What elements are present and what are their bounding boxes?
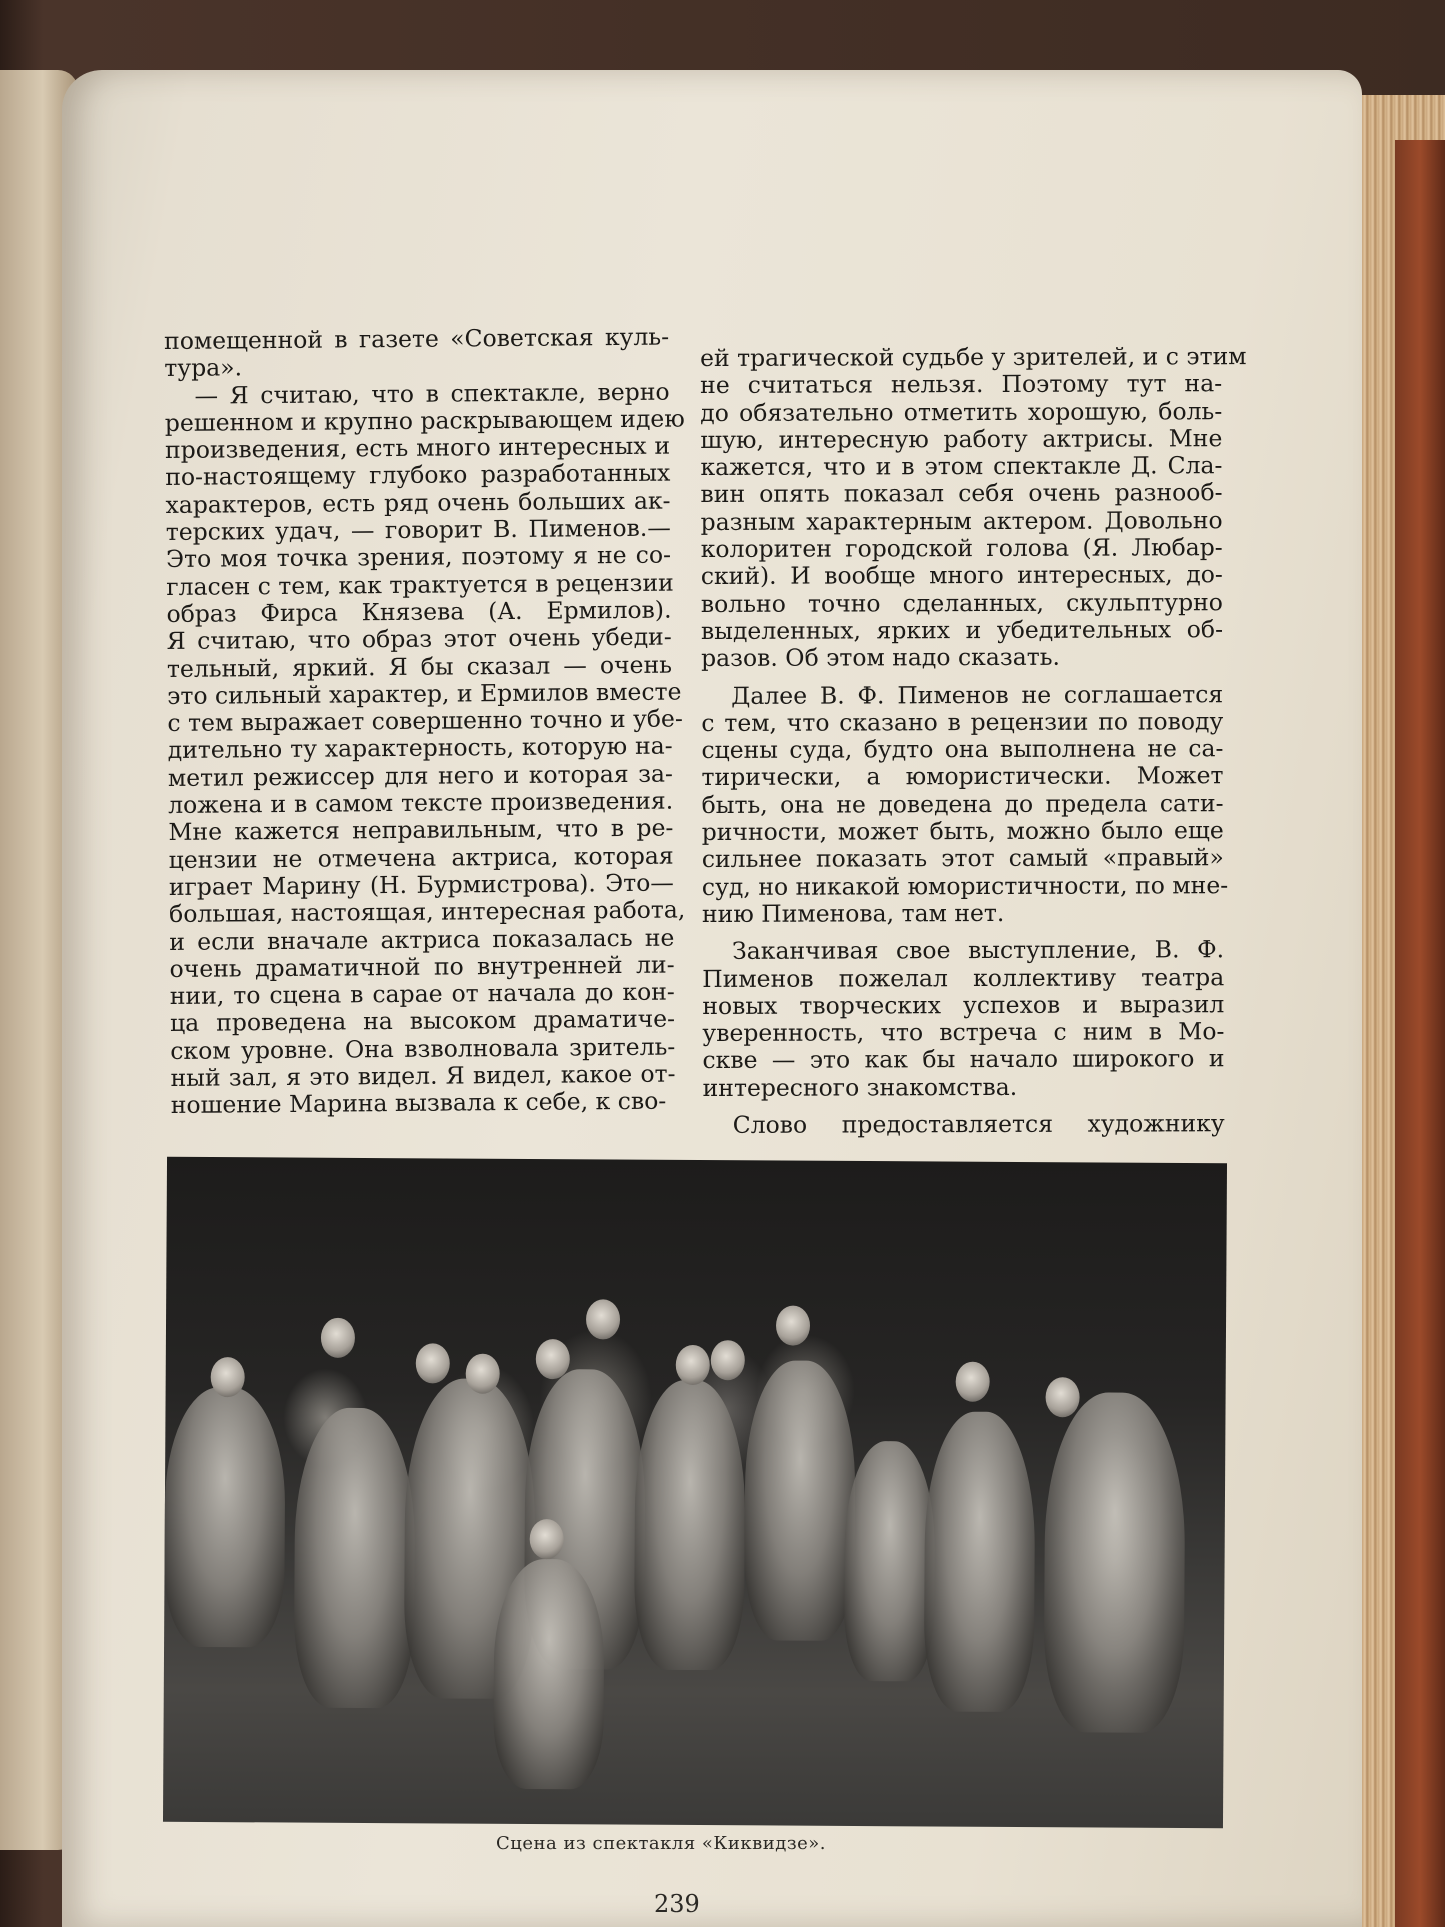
left-text-column bbox=[163, 322, 686, 1120]
text-line: вольно точно сделанных, скульптурно bbox=[700, 587, 1223, 618]
text-line: тельный, яркий. Я бы сказал — очень bbox=[166, 650, 673, 683]
text-line: интересного знакомства. bbox=[702, 1072, 1018, 1102]
text-line: характеров, есть ряд очень больших ак- bbox=[165, 486, 671, 519]
text-line: ца проведена на высоком драматиче- bbox=[169, 1004, 676, 1038]
paragraph bbox=[702, 936, 1225, 1102]
text-line: это сильный характер, и Ермилов вместе bbox=[167, 677, 682, 710]
text-line: большая, настоящая, интересная работа, bbox=[168, 895, 686, 929]
right-text-column bbox=[699, 342, 1247, 1139]
text-line: нию Пименова, там нет. bbox=[701, 898, 1005, 928]
photo-figure bbox=[164, 1387, 286, 1648]
text-line: вин опять показал себя очень разнооб- bbox=[700, 478, 1223, 509]
book-page bbox=[62, 70, 1362, 1927]
photo-figure bbox=[744, 1360, 856, 1641]
text-line: играет Марину (Н. Бурмистрова). Это— bbox=[168, 868, 674, 901]
text-line: терских удач, — говорит В. Пименов.— bbox=[165, 513, 671, 547]
text-line: сильнее показать этот самый «правый» bbox=[701, 843, 1224, 874]
text-line: с тем выражает совершенно точно и убе- bbox=[167, 704, 683, 738]
photo-head bbox=[321, 1318, 355, 1358]
text-line: Пименов пожелал коллективу театра bbox=[702, 962, 1225, 993]
photo-head bbox=[530, 1519, 564, 1559]
text-line: уверенность, что встреча с ним в Мо- bbox=[702, 1017, 1225, 1048]
text-line: — Я считаю, что в спектакле, верно bbox=[194, 377, 670, 410]
text-line: до обязательно отметить хорошую, боль- bbox=[700, 396, 1223, 427]
photo-figure bbox=[924, 1411, 1036, 1712]
photo-head bbox=[711, 1340, 745, 1380]
text-line: сцены суда, будто она выполнена не са- bbox=[701, 734, 1224, 765]
text-line: колоритен городской голова (Я. Любар- bbox=[700, 533, 1223, 564]
text-line: ношение Марина вызвала к себе, к сво- bbox=[170, 1086, 667, 1120]
text-line: новых творческих успехов и выразил bbox=[702, 990, 1225, 1020]
text-line: кажется, что и в этом спектакле Д. Сла- bbox=[700, 451, 1223, 482]
text-line: Это моя точка зрения, поэтому я не со- bbox=[165, 540, 672, 574]
text-line: помещенной в газете «Советская куль- bbox=[163, 322, 670, 355]
paragraph bbox=[701, 679, 1229, 928]
text-line: цензии не отмечена актриса, которая bbox=[168, 841, 674, 874]
photo-caption: Сцена из спектакля «Киквидзе». bbox=[496, 1833, 827, 1854]
text-line: выделенных, ярких и убедительных об- bbox=[700, 615, 1224, 645]
text-line: образ Фирса Князева (А. Ермилов). bbox=[166, 595, 672, 628]
photo-figure bbox=[844, 1441, 935, 1682]
text-line: тирически, а юмористически. Может bbox=[701, 761, 1224, 792]
photo-figure bbox=[493, 1559, 604, 1790]
theatre-scene-photo bbox=[163, 1157, 1227, 1828]
photo-head bbox=[211, 1357, 245, 1397]
text-line: с тем, что сказано в рецензии по поводу bbox=[701, 707, 1224, 737]
text-line: тура». bbox=[164, 353, 243, 383]
text-line: метил режиссер для него и которая за- bbox=[167, 759, 674, 792]
paragraph bbox=[703, 1110, 1225, 1139]
paragraph bbox=[699, 342, 1247, 673]
text-line: ричности, может быть, можно было еще bbox=[701, 816, 1224, 847]
photo-head bbox=[676, 1345, 710, 1385]
photo-head bbox=[1045, 1377, 1079, 1417]
text-line: нии, то сцена в сарае от начала до кон- bbox=[169, 977, 675, 1011]
text-line: разов. Об этом надо сказать. bbox=[701, 643, 1060, 673]
text-line: решенном и крупно раскрывающем идею bbox=[164, 404, 685, 437]
text-line: суд, но никакой юмористичности, по мне- bbox=[701, 870, 1229, 901]
photo-head bbox=[536, 1339, 570, 1379]
text-line: шую, интересную работу актрисы. Мне bbox=[700, 424, 1223, 454]
text-line: Я считаю, что образ этот очень убеди- bbox=[166, 622, 672, 656]
photo-head bbox=[466, 1354, 500, 1394]
text-line: Заканчивая свое выступление, В. Ф. bbox=[732, 935, 1225, 966]
text-line: ском уровне. Она взволновала зритель- bbox=[170, 1032, 676, 1065]
text-line: Слово предоставляется художнику bbox=[732, 1109, 1225, 1139]
text-line: разным характерным актером. Довольно bbox=[700, 505, 1223, 536]
text-line: ный зал, я это видел. Я видел, какое от- bbox=[170, 1059, 676, 1092]
text-line: ей трагической судьбе у зрителей, и с этим bbox=[699, 342, 1247, 372]
text-line: Мне кажется неправильным, что в ре- bbox=[168, 813, 674, 847]
photo-head bbox=[956, 1362, 990, 1402]
text-line: по-настоящему глубоко разработанных bbox=[165, 459, 671, 492]
text-line: ложена и в самом тексте произведения. bbox=[168, 786, 674, 820]
page-number: 239 bbox=[654, 1890, 700, 1918]
text-line: произведения, есть много интересных и bbox=[164, 431, 671, 465]
text-line: не считаться нельзя. Поэтому тут на- bbox=[700, 369, 1223, 400]
photo-figure bbox=[634, 1380, 746, 1671]
text-line: дительно ту характерность, которую на- bbox=[167, 732, 673, 765]
photo-head bbox=[776, 1305, 810, 1345]
text-line: очень драматичной по внутренней ли- bbox=[169, 950, 675, 983]
text-line: гласен с тем, как трактуется в рецензии bbox=[166, 568, 674, 601]
text-line: скве — это как бы начало широкого и bbox=[702, 1044, 1225, 1075]
photo-figure bbox=[294, 1408, 416, 1709]
photo-head bbox=[416, 1343, 450, 1383]
photo-figure bbox=[1044, 1392, 1186, 1733]
text-line: ский). И вообще много интересных, до- bbox=[700, 560, 1223, 591]
text-line: и если вначале актриса показалась не bbox=[169, 923, 675, 956]
text-line: Далее В. Ф. Пименов не соглашается bbox=[731, 679, 1224, 710]
book-cover-edge bbox=[1395, 140, 1445, 1927]
photo-head bbox=[586, 1299, 620, 1339]
text-line: быть, она не доведена до предела сати- bbox=[701, 788, 1224, 819]
